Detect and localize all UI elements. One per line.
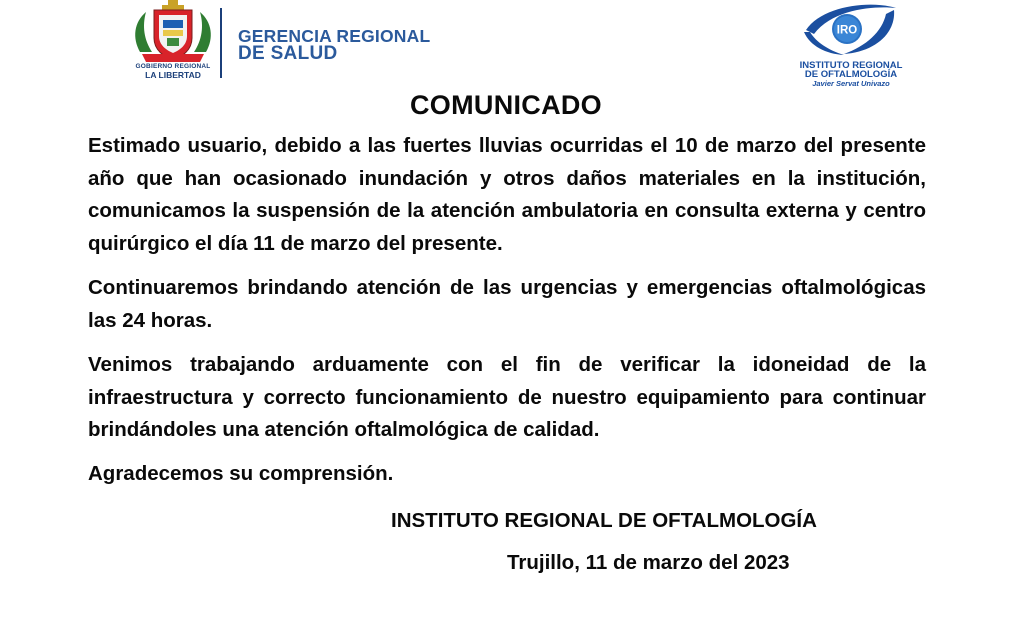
crest-caption-1: GOBIERNO REGIONAL — [135, 63, 211, 70]
iro-name-line2: DE OFTALMOLOGÍA — [804, 69, 898, 80]
iro-mark-text: IRO — [836, 24, 858, 37]
iro-eye-logo-icon — [800, 0, 900, 58]
paragraph-thanks: Agradecemos su comprensión. — [88, 462, 394, 485]
paragraph-verification: Venimos trabajando arduamente con el fin de verificar la idoneidad de la infraestructura y correcto funcionamiento de nuestro equipamiento para continuar brindándoles una atención oftalmológica de calidad. — [88, 353, 926, 441]
header-divider — [220, 8, 222, 78]
gerencia-title-line1: GERENCIA REGIONAL — [238, 26, 431, 46]
iro-header — [776, 0, 926, 95]
gerencia-header — [128, 0, 458, 90]
paragraph-emergencies: Continuaremos brindando atención de las urgencias y emergencias oftalmológicas las 24 horas. — [88, 276, 926, 332]
signature-date: Trujillo, 11 de marzo del 2023 — [507, 551, 790, 574]
document-title: COMUNICADO — [410, 90, 602, 120]
paragraph-notice: Estimado usuario, debido a las fuertes lluvias ocurridas el 10 de marzo del presente año que han ocasionado inundación y otros daños materiales en la institución, comunicamos la suspensión de la atención ambulatoria en consulta externa y centro quirúrgico el día 11 de marzo del presente. — [88, 134, 926, 255]
signature-organization: INSTITUTO REGIONAL DE OFTALMOLOGÍA — [391, 509, 817, 532]
iro-name-line1: INSTITUTO REGIONAL — [799, 60, 903, 71]
gerencia-title-line2: DE SALUD — [238, 43, 338, 64]
crest-caption-2: LA LIBERTAD — [145, 70, 201, 80]
iro-subtitle: Javier Servat Univazo — [812, 79, 890, 88]
la-libertad-crest-icon — [128, 0, 218, 66]
